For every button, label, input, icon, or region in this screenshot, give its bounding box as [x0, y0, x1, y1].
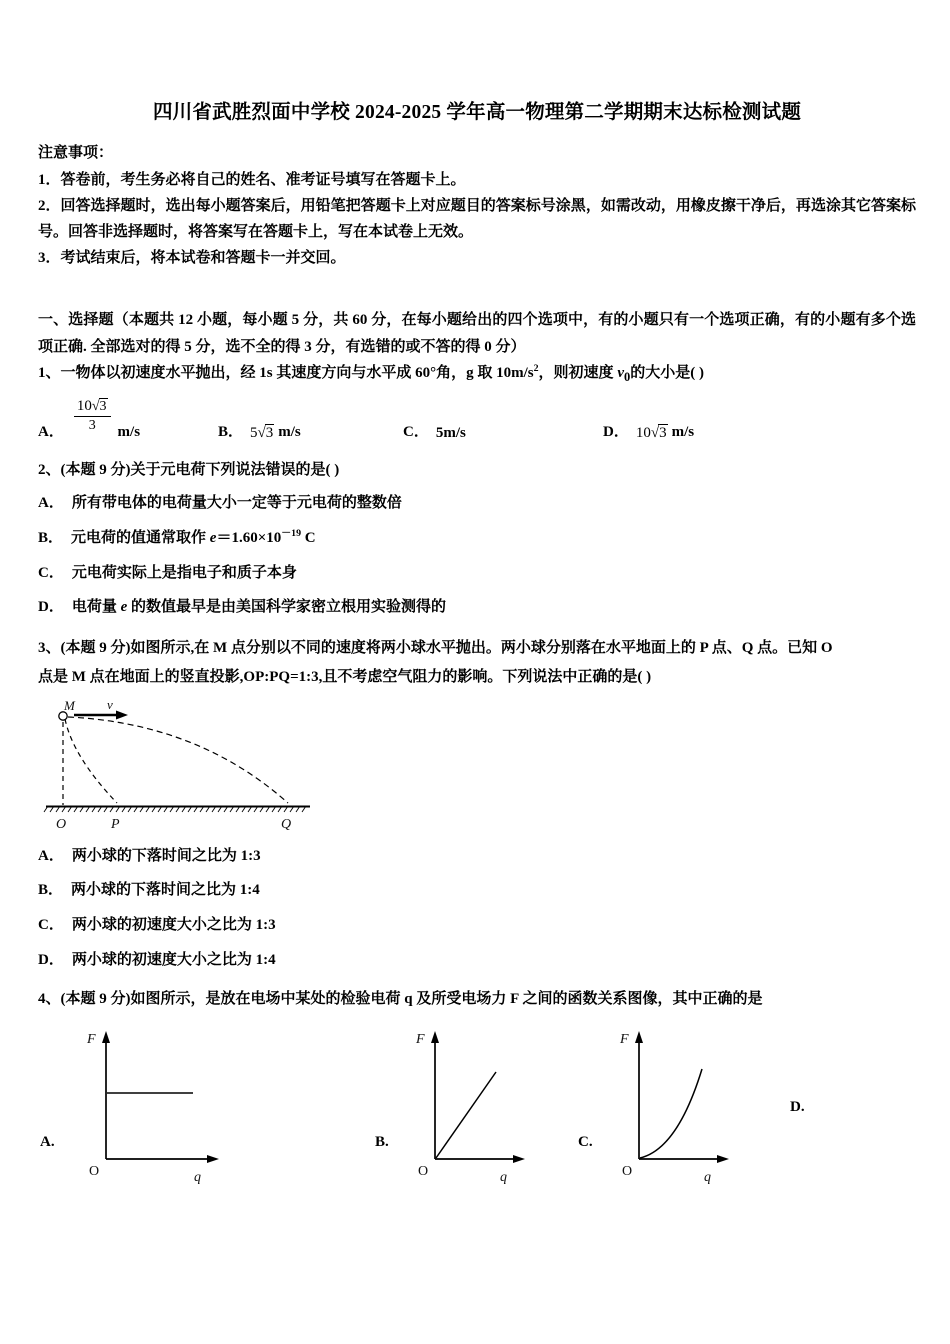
option-text: 元电荷实际上是指电子和质子本身	[71, 564, 297, 581]
y-axis-arrow	[635, 1031, 643, 1043]
notice-block	[38, 141, 916, 271]
question-1-option-a[interactable]	[38, 397, 218, 442]
label-q: Q	[281, 816, 292, 832]
option-coefficient: 5	[250, 425, 258, 442]
option-text: 两小球的下落时间之比为 1:3	[71, 847, 261, 864]
notice-heading: 注意事项：	[38, 145, 114, 162]
option-letter: A．	[38, 424, 64, 441]
question-3-option-b[interactable]	[38, 873, 916, 908]
question-2-option-c[interactable]	[38, 556, 916, 591]
option-letter: C．	[38, 917, 64, 934]
y-axis-label: F	[86, 1031, 96, 1047]
projectile-figure	[38, 699, 916, 835]
trajectory-short-mp	[65, 719, 117, 803]
question-3-option-a[interactable]	[38, 839, 916, 874]
fraction	[74, 398, 111, 434]
option-letter: B．	[38, 882, 64, 899]
spacer	[38, 277, 916, 307]
question-2-options	[38, 486, 916, 625]
option-letter: B．	[218, 424, 244, 441]
sqrt-symbol: √3	[650, 425, 667, 442]
symbol-e: e	[209, 529, 217, 546]
question-1-symbol-v: v	[617, 364, 624, 381]
origin-label: O	[417, 1163, 428, 1179]
option-text: 所有带电体的电荷量大小一定等于元电荷的整数倍	[71, 494, 402, 511]
option-letter: D．	[603, 424, 629, 441]
label-o: O	[56, 816, 67, 832]
notice-item-3: 3．考试结束后，将本试卷和答题卡一并交回。	[38, 250, 346, 267]
question-2-option-a[interactable]	[38, 486, 916, 521]
question-3-text-1: (本题 9 分)如图所示,在 M 点分别以不同的速度将两小球水平抛出。两小球分别落在水平地面上的 P 点、Q 点。已知 O	[60, 640, 833, 657]
y-axis-label: F	[415, 1031, 425, 1047]
option-letter: A．	[38, 494, 64, 511]
option-text-pre: 电荷量	[71, 599, 121, 616]
spacer	[38, 442, 916, 458]
question-2-option-b[interactable]	[38, 521, 916, 556]
graph-c-svg	[599, 1027, 759, 1187]
question-1-options	[38, 396, 916, 442]
question-3-option-c[interactable]	[38, 908, 916, 943]
origin-label: O	[88, 1163, 99, 1179]
question-4-stem	[38, 987, 916, 1013]
question-4-option-a[interactable]	[40, 1027, 241, 1187]
question-2-stem	[38, 458, 916, 484]
y-axis-arrow	[102, 1031, 110, 1043]
option-unit: m/s	[671, 424, 695, 441]
velocity-arrow-head	[116, 710, 128, 719]
sqrt-symbol: √3	[257, 425, 274, 442]
x-axis-label: q	[193, 1169, 201, 1185]
exponent: －19	[281, 527, 302, 539]
question-3-stem-line-1	[38, 634, 916, 663]
curve-convex	[640, 1069, 702, 1158]
question-1-option-d[interactable]	[603, 420, 694, 442]
question-4-option-d[interactable]	[790, 1027, 811, 1116]
question-1-text-a: 一物体以初速度水平抛出，经 1s 其速度方向与水平成 60°角，g 取 10m/s	[60, 364, 534, 381]
section-header-choice: 一、选择题（本题共 12 小题，每小题 5 分，共 60 分，在每小题给出的四个选项中，有的小题只有一个选项正确，有的小题有多个选项正确. 全部选对的得 5 分，选不全的得 3 分，有选错的或不答的得 0 分）	[38, 312, 916, 355]
symbol-e: e	[120, 599, 128, 616]
x-axis-arrow	[717, 1155, 729, 1163]
spacer	[38, 978, 916, 987]
option-text-post: C	[301, 529, 316, 546]
question-3-options	[38, 839, 916, 978]
question-1-text-b: ，则初速度	[538, 364, 618, 381]
fraction-denominator: 3	[88, 418, 96, 434]
question-1-number: 1、	[38, 364, 61, 381]
option-letter: C．	[403, 424, 429, 441]
numerator-coefficient: 10	[76, 397, 92, 414]
question-4-option-b[interactable]	[375, 1027, 555, 1187]
question-1-text-c: 的大小是( )	[630, 364, 704, 381]
option-letter: C.	[578, 1134, 593, 1151]
graph-b-svg	[395, 1027, 555, 1187]
option-letter: D.	[790, 1098, 805, 1115]
question-4-option-c[interactable]	[578, 1027, 759, 1187]
option-letter: C．	[38, 564, 64, 581]
question-2-option-d[interactable]	[38, 590, 916, 625]
sqrt-symbol: √3	[91, 398, 107, 414]
x-axis-label: q	[703, 1169, 711, 1185]
question-1-option-b[interactable]	[218, 420, 403, 442]
notice-item-2: 2．回答选择题时，选出每小题答案后，用铅笔把答题卡上对应题目的答案标号涂黑，如需改动，用橡皮擦干净后，再选涂其它答案标号。回答非选择题时，将答案写在答题卡上，写在本试卷上无效。	[38, 198, 916, 241]
option-text-mid: ＝1.60×10	[216, 529, 282, 546]
option-text: 两小球的初速度大小之比为 1:3	[71, 917, 276, 934]
spacer	[38, 625, 916, 634]
ball-marker-m	[59, 711, 67, 719]
label-v: v	[107, 698, 113, 712]
question-4-number: 4、	[38, 990, 61, 1007]
radicand: 3	[99, 398, 107, 414]
option-text-post: 的数值最早是由美国科学家密立根用实验测得的	[127, 599, 447, 616]
curve-linear	[436, 1072, 496, 1158]
question-1-stem	[38, 360, 916, 389]
graph-a-svg	[61, 1027, 241, 1187]
option-letter: D．	[38, 951, 64, 968]
question-1-sup: 2	[533, 362, 539, 374]
option-letter: A．	[38, 847, 64, 864]
origin-label: O	[621, 1163, 632, 1179]
page-title: 四川省武胜烈面中学校 2024-2025 学年高一物理第二学期期末达标检测试题	[152, 102, 802, 123]
x-axis-label: q	[499, 1169, 507, 1185]
question-3-option-d[interactable]	[38, 943, 916, 978]
question-1-option-c[interactable]	[403, 420, 603, 442]
radicand: 3	[659, 425, 667, 442]
option-text: 两小球的下落时间之比为 1:4	[71, 882, 260, 899]
question-2-text: (本题 9 分)关于元电荷下列说法错误的是( )	[60, 462, 340, 479]
option-letter: A.	[40, 1134, 55, 1151]
notice-item-1: 1．答卷前，考生务必将自己的姓名、准考证号填写在答题卡上。	[38, 172, 466, 189]
option-text-pre: 元电荷的值通常取作	[71, 529, 210, 546]
option-text: 两小球的初速度大小之比为 1:4	[71, 951, 276, 968]
trajectory-long-mq	[68, 717, 288, 803]
option-coefficient: 10	[635, 425, 651, 442]
question-2-number: 2、	[38, 462, 61, 479]
option-unit: m/s	[117, 424, 141, 441]
radicand: 3	[265, 425, 274, 442]
option-text: 5m/s	[435, 425, 466, 442]
x-axis-arrow	[207, 1155, 219, 1163]
fraction-numerator	[74, 398, 111, 417]
y-axis-arrow	[431, 1031, 439, 1043]
option-letter: B.	[375, 1134, 389, 1151]
question-4-text: (本题 9 分)如图所示，是放在电场中某处的检验电荷 q 及所受电场力 F 之间的函数关系图像，其中正确的是	[60, 990, 763, 1007]
page-content	[38, 98, 916, 1199]
question-3-stem-line-2: 点是 M 点在地面上的竖直投影,OP:PQ=1:3,且不考虑空气阻力的影响。下列说法中正确的是( )	[38, 669, 652, 686]
option-letter: D．	[38, 599, 64, 616]
label-m: M	[64, 698, 75, 713]
question-4-graphs	[38, 1027, 916, 1199]
projectile-svg	[38, 699, 378, 833]
x-axis-arrow	[513, 1155, 525, 1163]
y-axis-label: F	[619, 1031, 629, 1047]
option-unit: m/s	[278, 424, 301, 441]
question-3-number: 3、	[38, 640, 61, 657]
option-letter: B．	[38, 529, 64, 546]
question-1-symbol-v-sub: 0	[623, 369, 631, 384]
label-p: P	[111, 816, 120, 832]
